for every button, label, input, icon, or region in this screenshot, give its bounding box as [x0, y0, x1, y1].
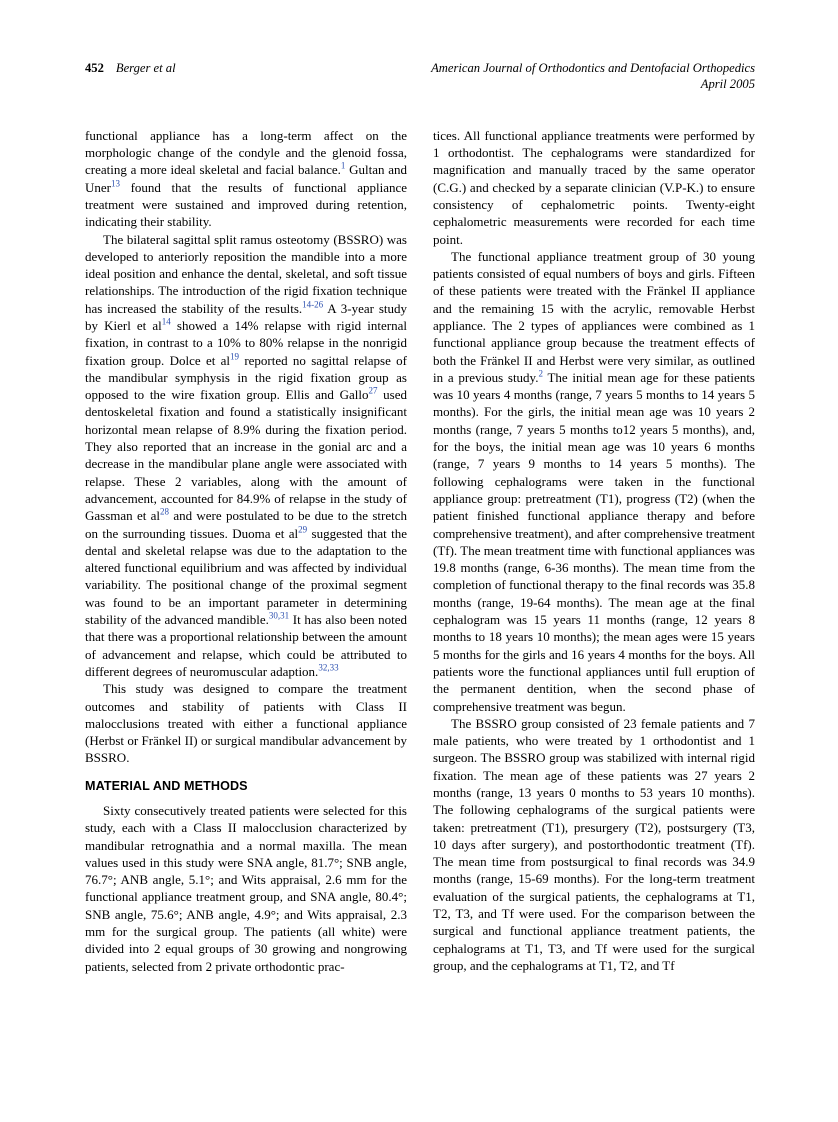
running-head-left [85, 60, 176, 76]
citation-reference[interactable]: 1 [340, 160, 346, 171]
page-header [85, 60, 755, 93]
running-authors: Berger et al [115, 61, 176, 75]
page-number: 452 [85, 61, 104, 75]
paragraph: tices. All functional appliance treatments were performed by 1 orthodontist. The cephalograms were standardized for magnification and manually traced by the same operator (C.G.) and checked by a separate clinician (V.P-K.) to ensure consistency of cephalometric points. Twenty-eight cephalometric measurements were recorded for each time point. [433, 127, 755, 247]
running-head-right [431, 60, 755, 93]
citation-reference[interactable]: 13 [111, 178, 120, 189]
citation-reference[interactable]: 14 [161, 316, 171, 327]
paragraph: The bilateral sagittal split ramus osteotomy (BSSRO) was developed to anteriorly reposition the mandible into a more ideal position and enhance the dental, skeletal, and soft tissue relationships. The introduction of the rigid fixation technique has increased the stability of the results.$^{14-26}$ A 3-year study by Kierl et al$^{14}$ showed a 14% relapse with rigid internal fixation, in contrast to a 10% to 80% relapse in the nonrigid fixation group. Dolce et al$^{19}$ reported no sagittal relapse of the mandibular symphysis in the rigid fixation group as opposed to the wire fixation group. Ellis and Gallo$^{27}$ used dentoskeletal fixation and found a statistically insignificant horizontal mean relapse of 8.9% during the fixation period. They also reported that an increase in the gonial arc and a decrease in the mandibular plane angle were associated with relapse. These 2 variables, along with the amount of advancement, accounted for 84.9% of relapse in the study of Gassman et al$^{28}$ and were postulated to be due to the stretch on the surrounding tissues. Duoma et al$^{29}$ suggested that the dental and skeletal relapse was due to the adaptation to the altered functional equilibrium and was affected by individual variability. The positional change of the proximal segment was found to be an important parameter in determining stability of the advanced mandible.$^{30,31}$ It has also been noted that there was a proportional relationship between the amount of advancement and relapse, which could be attributed to different degrees of neuromuscular adaption.$^{32,33}$ [85, 231, 408, 679]
citation-reference[interactable]: 30,31 [268, 610, 290, 621]
right-column [433, 127, 755, 975]
paragraph: functional appliance has a long-term affect on the morphologic change of the condyle and the glenoid fossa, creating a more ideal skeletal and facial balance.$^1$ Gultan and Uner$^{13}$ found that the results of functional appliance treatment were sustained and improved during retention, indicating their stability. [85, 127, 407, 230]
issue-date: April 2005 [700, 77, 755, 92]
left-column [85, 127, 407, 975]
citation-reference[interactable]: 2 [538, 368, 543, 379]
paragraph: Sixty consecutively treated patients were selected for this study, each with a Class II malocclusion characterized by mandibular retrognathia and a normal maxilla. The mean values used in this study were SNA angle, 81.7°; SNB angle, 76.7°; ANB angle, 5.1°; and Wits appraisal, 2.6 mm for the functional appliance treatment group, and SNA angle, 80.4°; SNB angle, 75.6°; ANB angle, 4.9°; and Wits appraisal, 2.3 mm for the surgical group. The patients (all white) were divided into 2 equal groups of 30 growing and nongrowing patients, selected from 2 private orthodontic prac- [85, 803, 407, 974]
citation-reference[interactable]: 19 [230, 351, 240, 362]
paragraph: The BSSRO group consisted of 23 female patients and 7 male patients, who were treated by 1 orthodontist and 1 surgeon. The BSSRO group was stabilized with internal rigid fixation. The mean age of these patients was 27 years 2 months (range, 13 years 0 months to 53 years 10 months). The following cephalograms of the surgical patients were taken: pretreatment (T1), presurgery (T2), postsurgery (T3, 10 days after surgery), and postorthodontic treatment (Tf). The mean time from postsurgical to final records was 34.9 months (range, 15-69 months). For the long-term treatment evaluation of the surgical patients, the cephalograms at T1, T2, T3, and Tf were used. For the comparison between the surgical and functional appliance treatment patients, the cephalograms at T1, T3, and Tf were used for the surgical group, and the cephalograms at T1, T2, and Tf [433, 715, 755, 973]
citation-reference[interactable]: 27 [368, 385, 378, 396]
journal-title: American Journal of Orthodontics and Dentofacial Orthopedics [431, 61, 755, 75]
article-body [85, 127, 755, 975]
section-heading: MATERIAL AND METHODS [85, 778, 248, 793]
citation-reference[interactable]: 14-26 [302, 299, 324, 310]
paragraph: This study was designed to compare the treatment outcomes and stability of patients with Class II malocclusions treated with either a functional appliance (Herbst or Fränkel II) or surgical mandibular advancement by BSSRO. [85, 681, 407, 766]
citation-reference[interactable]: 28 [160, 506, 170, 517]
citation-reference[interactable]: 29 [298, 524, 308, 535]
paragraph: The functional appliance treatment group of 30 young patients consisted of equal numbers of boys and girls. Fifteen of these patients were treated with the Fränkel II appliance and the remaining 15 with the acrylic, removable Herbst appliance. The 2 types of appliances were combined as 1 functional appliance group because the treatment effects of both the Fränkel II and Herbst were very similar, as outlined in a previous study.$^2$ The initial mean age for these patients was 10 years 4 months (range, 7 years 5 months to 14 years 5 months). For the girls, the initial mean age was 10 years 2 months (range, 7 years 5 months to12 years 5 months), and, for the boys, the initial mean age was 10 years 6 months (range, 7 years 9 months to 14 years 5 months). The following cephalograms were taken in the functional appliance group: pretreatment (T1), progress (T2) (when the patient finished functional appliance therapy and before comprehensive treatment), and after comprehensive treatment (Tf). The mean treatment time with functional appliances was 19.8 months (range, 6-36 months). The mean time from the completion of functional therapy to the final records was 35.8 months (range, 19-64 months). The mean age at the final cephalogram was 15 years 11 months (range, 12 years 8 months to 18 years 10 months); the mean ages were 15 years 5 months for the girls and 16 years 4 months for the boys. All patients wore the functional appliances until full eruption of the permanent dentition, when the second phase of comprehensive treatment was begun. [433, 248, 755, 714]
citation-reference[interactable]: 32,33 [318, 662, 339, 673]
